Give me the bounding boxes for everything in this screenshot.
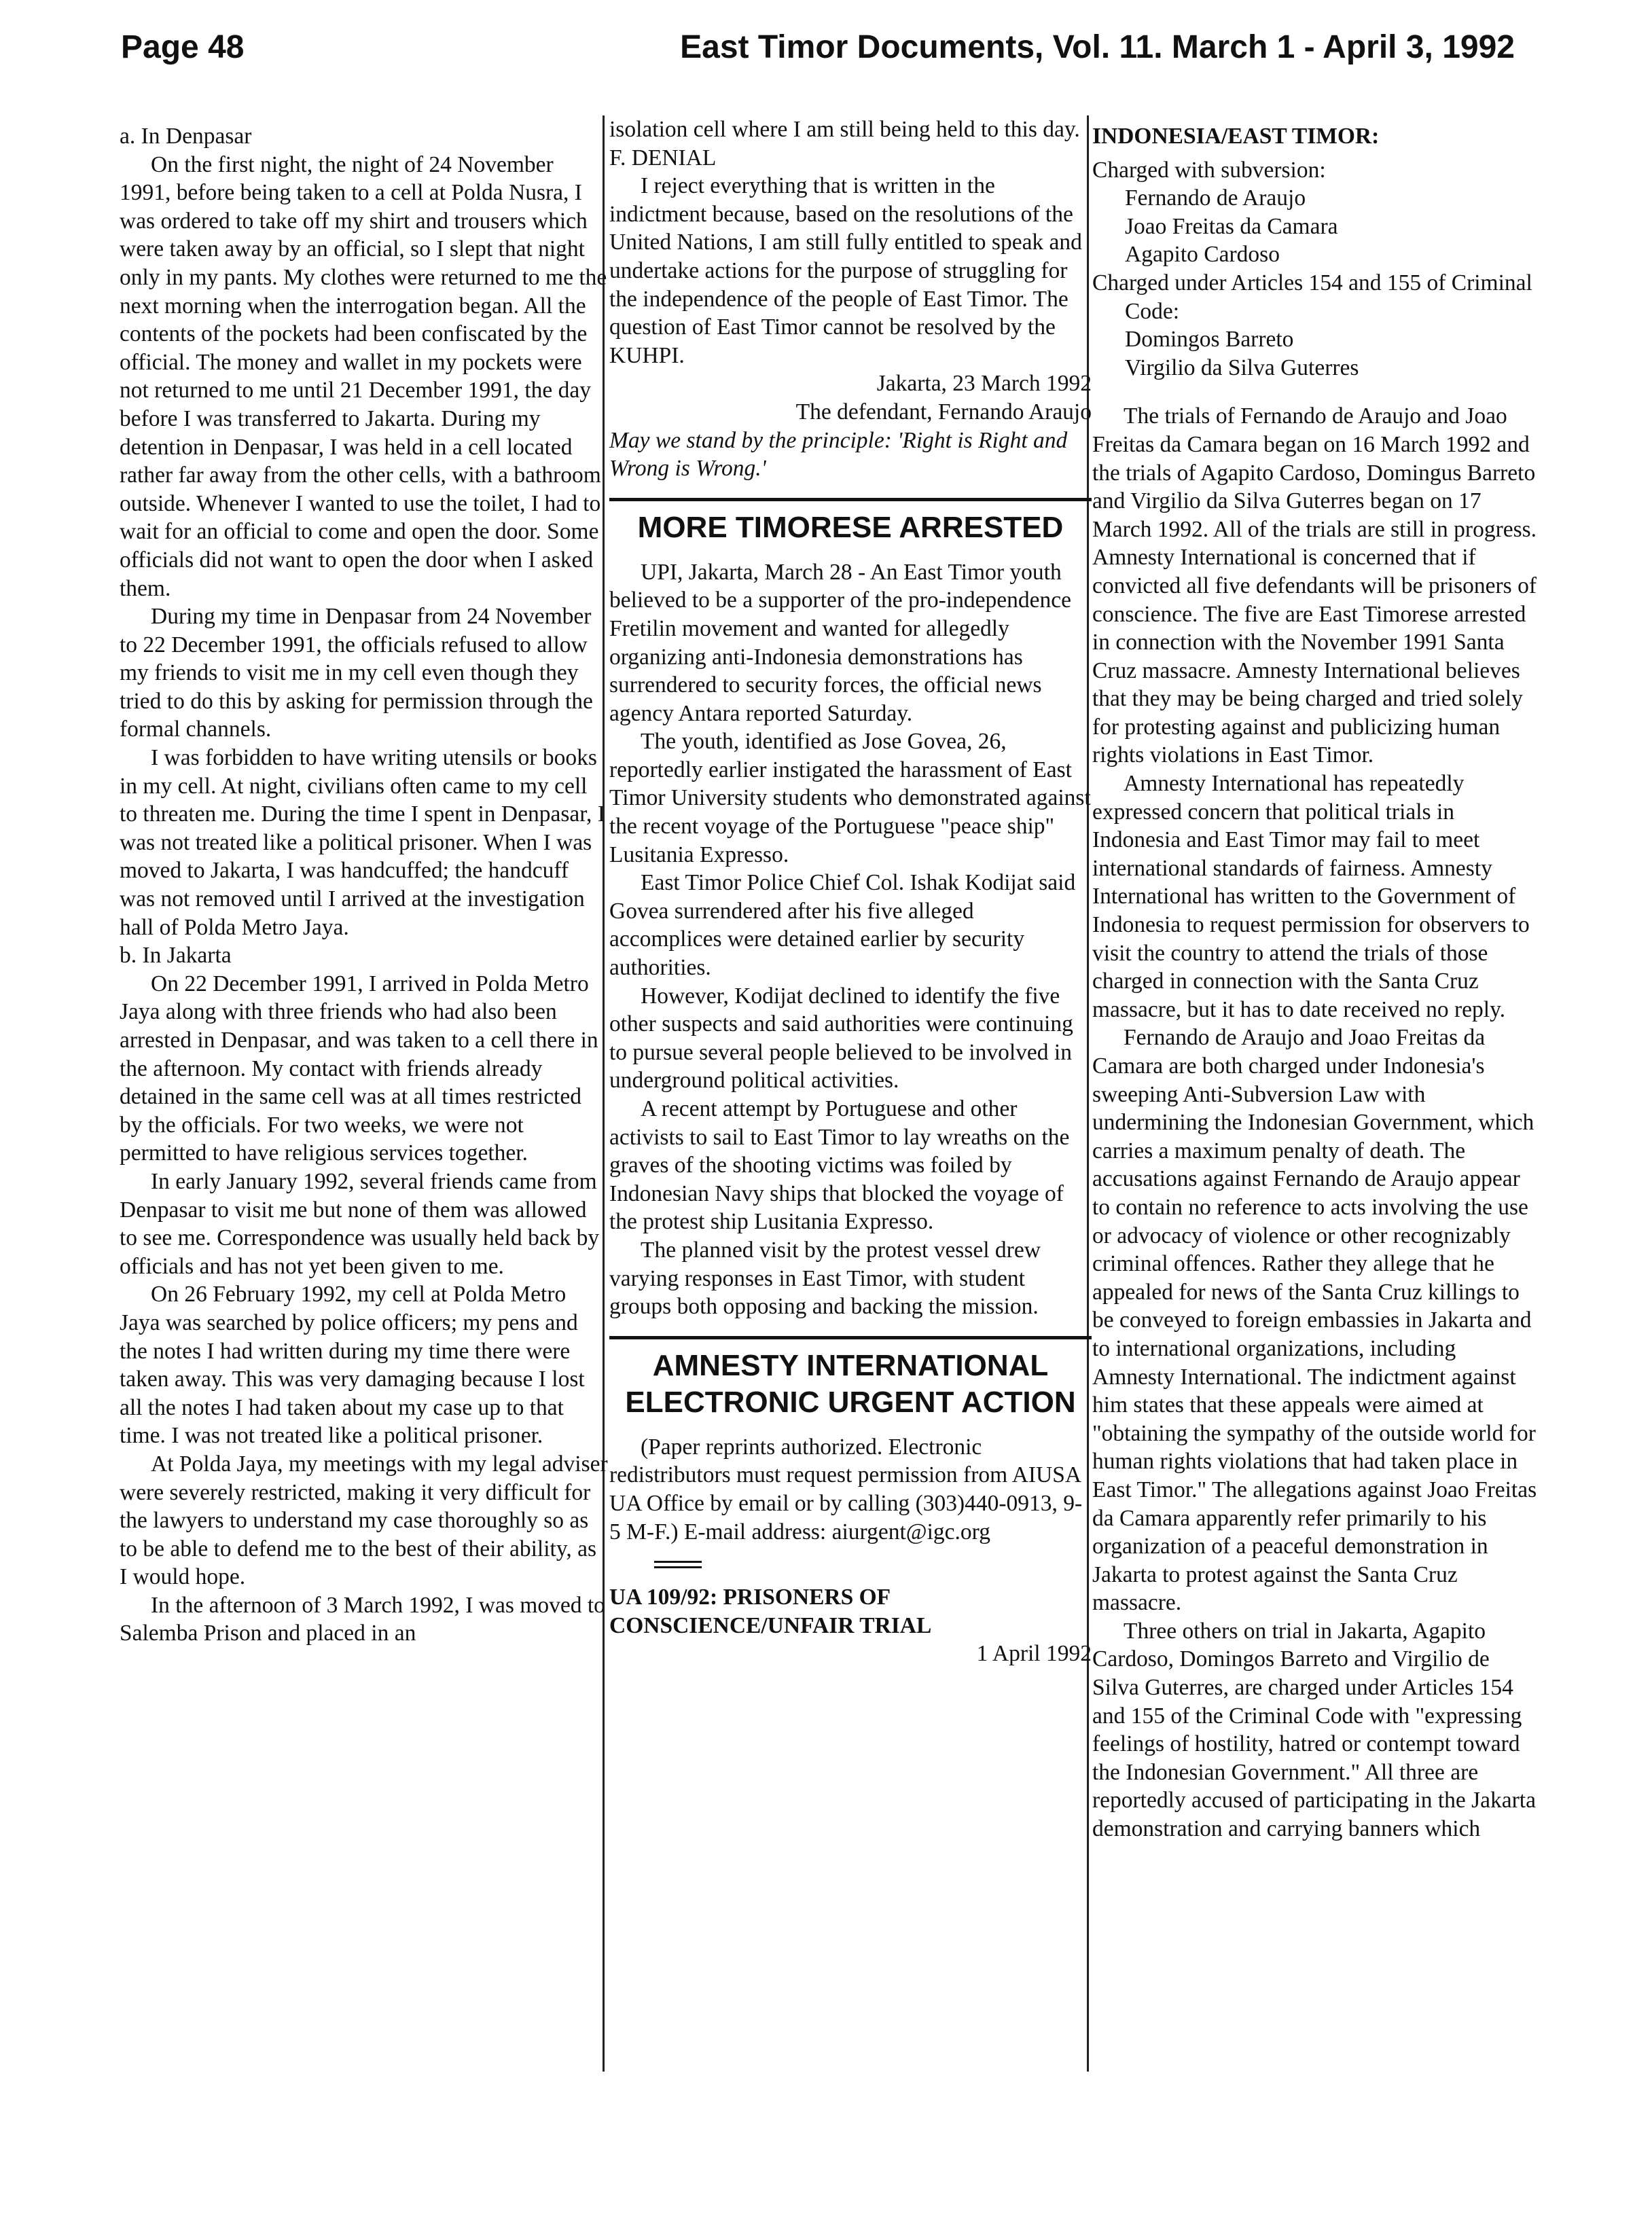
paragraph: isolation cell where I am still being held to this day. [609,117,1080,142]
defendant-name: Virgilio da Silva Guterres [1125,355,1359,380]
paragraph: On 26 February 1992, my cell at Polda Metro Jaya was searched by police officers; my pens and the notes I had written during my time there were taken away. This was very damaging because I lost all the notes I had taken about my case up to that time. I was not treated like a political prisoner. [120,1282,585,1449]
section-title: INDONESIA/EAST TIMOR: [1092,124,1380,149]
paragraph: At Polda Jaya, my meetings with my legal adviser were severely restricted, making it very difficult for the lawyers to understand my case thoroughly so as to be able to defend me to the best of their ability, as I would hope. [120,1451,608,1590]
paragraph: Amnesty International has repeatedly expressed concern that political trials in Indonesia and East Timor may fail to meet international standards of fairness. Amnesty International has written to the Government of Indonesia to request permission for observers to visit the country to attend the trials of those charged in connection with the Santa Cruz massacre, but it has to date received no reply. [1092,771,1530,1022]
section-heading-denpasar: a. In Denpasar [120,124,252,149]
paragraph: Fernando de Araujo and Joao Freitas da Camara are both charged under Indonesia's sweeping Anti-Subversion Law with undermining the Indonesian Government, which carries a maximum penalty of death. The accusations against Fernando de Araujo appear to contain no reference to acts involving the use or advocacy of violence or other recognizably criminal offences. Rather they allege that he appealed for news of the Santa Cruz killings to be conveyed to foreign embassies in Jakarta and to international organizations, including Amnesty International. The indictment against him states that these appeals were aimed at "obtaining the sympathy of the outside world for human rights violations that had taken place in East Timor." The allegations against Joao Freitas da Camara apparently refer primarily to his organization of a peaceful demonstration in Jakarta to protest against the Santa Cruz massacre. [1092,1025,1537,1616]
paragraph: Three others on trial in Jakarta, Agapito Cardoso, Domingos Barreto and Virgilio de Silva Guterres, are charged under Articles 154 and 155 of the Criminal Code with "expressing feelings of hostility, hatred or contempt toward the Indonesian Government." All three are reportedly accused of participating in the Jakarta demonstration and carrying banners which [1092,1618,1536,1842]
paragraph: On the first night, the night of 24 November 1991, before being taken to a cell at Polda Nusra, I was ordered to take off my shirt and trousers which were taken away by an official, so I slept that night only in my pants. My clothes were returned to me the next morning when the interrogation began. All the contents of the pockets had been confiscated by the official. The money and wallet in my pockets were not returned to me until 21 December 1991, the day before I was transferred to Jakarta. During my detention in Denpasar, I was held in a cell located rather far away from the other cells, with a bathroom outside. Whenever I wanted to use the toilet, I had to wait for an official to come and open the door. Some officials did not want to open the door when I asked them. [120,151,607,601]
column-3 [1092,122,1541,1843]
paragraph: UPI, Jakarta, March 28 - An East Timor youth believed to be a supporter of the pro-independence Fretilin movement and wanted for allegedly organizing anti-Indonesia demonstrations has surrendered to security forces, the official news agency Antara reported Saturday. [609,559,1071,726]
section-heading-denial: F. DENIAL [609,145,717,170]
paragraph: However, Kodijat declined to identify the five other suspects and said authorities were continuing to pursue several people believed to be involved in underground political activities. [609,983,1073,1094]
paragraph: East Timor Police Chief Col. Ishak Kodijat said Govea surrendered after his five alleged accomplices were detained earlier by security authorities. [609,870,1076,981]
paragraph: (Paper reprints authorized. Electronic redistributors must request permission from AIUSA UA Office by email or by calling (303)440-0913, 9-5 M-F.) E-mail address: aiurgent@igc.org [609,1434,1083,1545]
paragraph: On 22 December 1991, I arrived in Polda Metro Jaya along with three friends who had also been arrested in Denpasar, and was taken to a cell there in the afternoon. My contact with friends already detained in the same cell was at all times restricted by the officials. For two weeks, we were not permitted to have religious services together. [120,971,598,1166]
column-1 [120,122,609,1648]
paragraph: The planned visit by the protest vessel drew varying responses in East Timor, with student groups both opposing and backing the mission. [609,1237,1041,1320]
publication-title: East Timor Documents, Vol. 11. March 1 - April 3, 1992 [680,29,1515,65]
paragraph: During my time in Denpasar from 24 November to 22 December 1991, the officials refused to allow my friends to visit me in my cell even though they tried to do this by asking for permission through the formal channels. [120,604,593,742]
page-number: Page 48 [121,29,245,65]
ua-title: UA 109/92: PRISONERS OF CONSCIENCE/UNFAIR TRIAL [609,1585,932,1638]
closing-quote: May we stand by the principle: 'Right is Right and Wrong is Wrong.' [609,427,1068,482]
paragraph: A recent attempt by Portuguese and other activists to sail to East Timor to lay wreaths on the graves of the shooting victims was foiled by Indonesian Navy ships that blocked the voyage of the protest ship Lusitania Expresso. [609,1096,1070,1235]
heading-rule [609,498,1092,501]
signature-name: The defendant, Fernando Araujo [795,399,1092,425]
paragraph: I was forbidden to have writing utensils or books in my cell. At night, civilians often came to my cell to threaten me. During the time I spent in Denpasar, I was not treated like a political prisoner. When I was moved to Jakarta, I was handcuffed; the handcuff was not removed until I arrived at the investigation hall of Polda Metro Jaya. [120,745,605,940]
charge-label: Charged with subversion: [1092,157,1326,183]
charge-label: Charged under Articles 154 and 155 of Criminal Code: [1092,270,1532,324]
article-headline: AMNESTY INTERNATIONAL ELECTRONIC URGENT ACTION [625,1348,1076,1419]
paragraph: In the afternoon of 3 March 1992, I was moved to Salemba Prison and placed in an [120,1592,605,1646]
defendant-name: Fernando de Araujo [1125,185,1306,211]
article-headline: MORE TIMORESE ARRESTED [637,510,1064,544]
paragraph: In early January 1992, several friends came from Denpasar to visit me but none of them was allowed to see me. Correspondence was usually held back by officials and has not yet been given to me. [120,1168,600,1279]
heading-rule [609,1336,1092,1339]
paragraph: The youth, identified as Jose Govea, 26, reportedly earlier instigated the harassment of East Timor University students who demonstrated against the recent voyage of the Portuguese "peace ship" Lusitania Expresso. [609,729,1091,867]
signature-date: Jakarta, 23 March 1992 [876,371,1092,397]
defendant-name: Domingos Barreto [1125,327,1294,353]
defendant-name: Joao Freitas da Camara [1125,213,1338,239]
paragraph: I reject everything that is written in the indictment because, based on the resolutions of the United Nations, I am still fully entitled to speak and undertake actions for the purpose of struggling for the independence of the people of East Timor. The question of East Timor cannot be resolved by the KUHPI. [609,173,1082,368]
double-rule-divider [654,1561,702,1568]
defendant-name: Agapito Cardoso [1125,242,1280,268]
section-heading-jakarta: b. In Jakarta [120,943,232,969]
paragraph: The trials of Fernando de Araujo and Joao Freitas da Camara began on 16 March 1992 and the trials of Agapito Cardoso, Domingus Barreto and Virgilio da Silva Guterres began on 17 March 1992. All of the trials are still in progress. Amnesty International is concerned that if convicted all five defendants will be prisoners of conscience. The five are East Timorese arrested in connection with the November 1991 Santa Cruz massacre. Amnesty International believes that they may be being charged and tried solely for protesting against and publicizing human rights violations in East Timor. [1092,403,1537,768]
column-2 [609,115,1092,1668]
ua-date: 1 April 1992 [976,1641,1092,1667]
